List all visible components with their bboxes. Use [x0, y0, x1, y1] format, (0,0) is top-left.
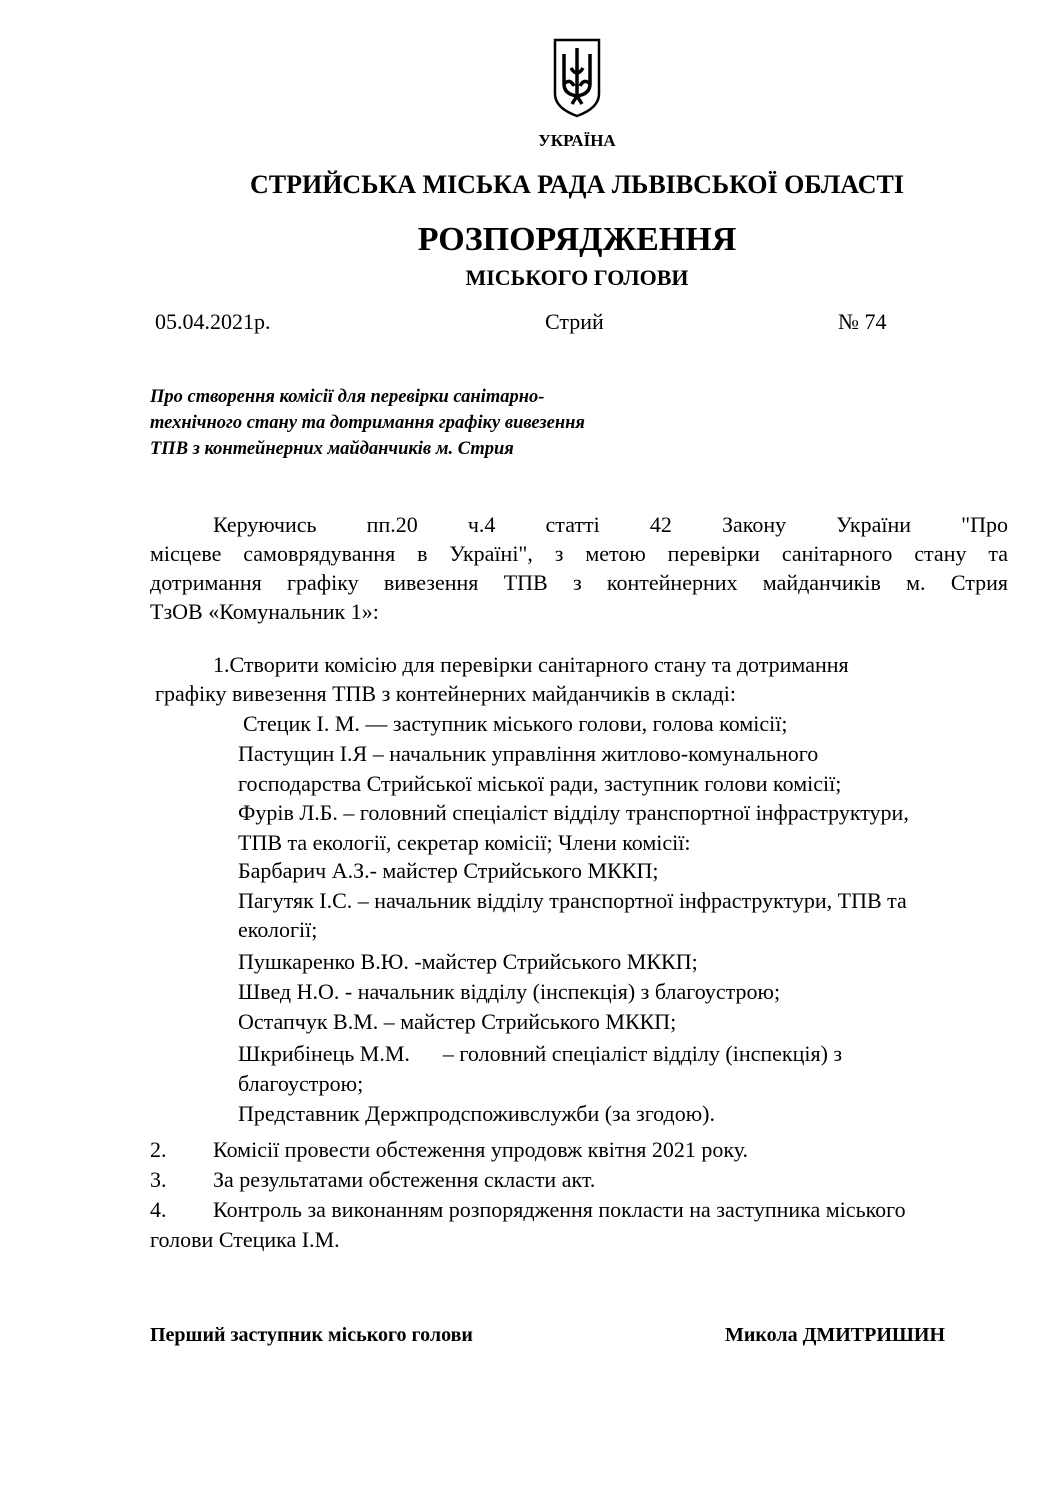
item-number: 3. — [150, 1167, 167, 1192]
member-line: ТПВ та екології, секретар комісії; Члени комісії: — [238, 830, 691, 855]
item-1-line: 1.Створити комісію для перевірки санітарного стану та дотримання — [213, 652, 849, 677]
member-line: Швед Н.О. - начальник відділу (інспекція) з благоустрою; — [238, 979, 781, 1004]
member-line: Стецик І. М. — заступник міського голови, голова комісії; — [243, 711, 788, 736]
member-line: Остапчук В.М. – майстер Стрийського МККП; — [238, 1009, 677, 1034]
item-text: Контроль за виконанням розпорядження покласти на заступника міського — [213, 1197, 906, 1222]
subject-line: технічного стану та дотримання графіку вивезення — [150, 413, 585, 433]
member-line: Представник Держпродспоживслужби (за згодою). — [238, 1101, 715, 1126]
document-subtype: МІСЬКОГО ГОЛОВИ — [465, 265, 689, 290]
member-line: Пушкаренко В.Ю. -майстер Стрийського МККП; — [238, 949, 698, 974]
item-number: 2. — [150, 1137, 167, 1162]
item-text: Комісії провести обстеження упродовж квітня 2021 року. — [213, 1137, 749, 1162]
coat-of-arms-icon — [552, 38, 602, 118]
member-line: Пагутяк І.С. – начальник відділу транспортної інфраструктури, ТПВ та — [238, 888, 907, 913]
member-line: Барбарич А.З.- майстер Стрийського МККП; — [238, 858, 659, 883]
subject-line: Про створення комісії для перевірки санітарно- — [150, 387, 545, 407]
member-line: екології; — [238, 917, 318, 942]
document-type: РОЗПОРЯДЖЕННЯ — [417, 221, 737, 258]
preamble-line: місцеве самоврядування в Україні", з метою перевірки санітарного стану та — [150, 541, 1008, 566]
member-line: Пастущин І.Я – начальник управління житлово-комунального — [238, 741, 819, 766]
member-line: Фурів Л.Б. – головний спеціаліст відділу транспортної інфраструктури, — [238, 800, 909, 825]
item-1-line: графіку вивезення ТПВ з контейнерних майданчиків в складі: — [155, 681, 736, 706]
member-line: господарства Стрийської міської ради, заступник голови комісії; — [238, 771, 842, 796]
item-text: За результатами обстеження скласти акт. — [213, 1167, 596, 1192]
item-text: голови Стецика І.М. — [150, 1227, 340, 1252]
country-label: УКРАЇНА — [538, 131, 616, 150]
subject-line: ТПВ з контейнерних майданчиків м. Стрия — [150, 439, 514, 459]
preamble-line: ТзОВ «Комунальник 1»: — [150, 599, 379, 624]
document-place: Стрий — [545, 309, 604, 334]
signature-position: Перший заступник міського голови — [150, 1324, 473, 1346]
council-name: СТРИЙСЬКА МІСЬКА РАДА ЛЬВІВСЬКОЇ ОБЛАСТІ — [249, 170, 905, 199]
member-line: благоустрою; — [238, 1071, 364, 1096]
member-line: Шкрибінець М.М. – головний спеціаліст відділу (інспекція) з — [238, 1041, 843, 1066]
signature-name: Микола ДМИТРИШИН — [725, 1324, 945, 1346]
item-number: 4. — [150, 1197, 167, 1222]
document-number: № 74 — [838, 309, 887, 334]
preamble-line: дотримання графіку вивезення ТПВ з контейнерних майданчиків м. Стрия — [150, 570, 1008, 595]
document-date: 05.04.2021р. — [155, 309, 271, 334]
preamble-line: Керуючись пп.20 ч.4 статті 42 Закону України "Про — [213, 512, 1008, 537]
